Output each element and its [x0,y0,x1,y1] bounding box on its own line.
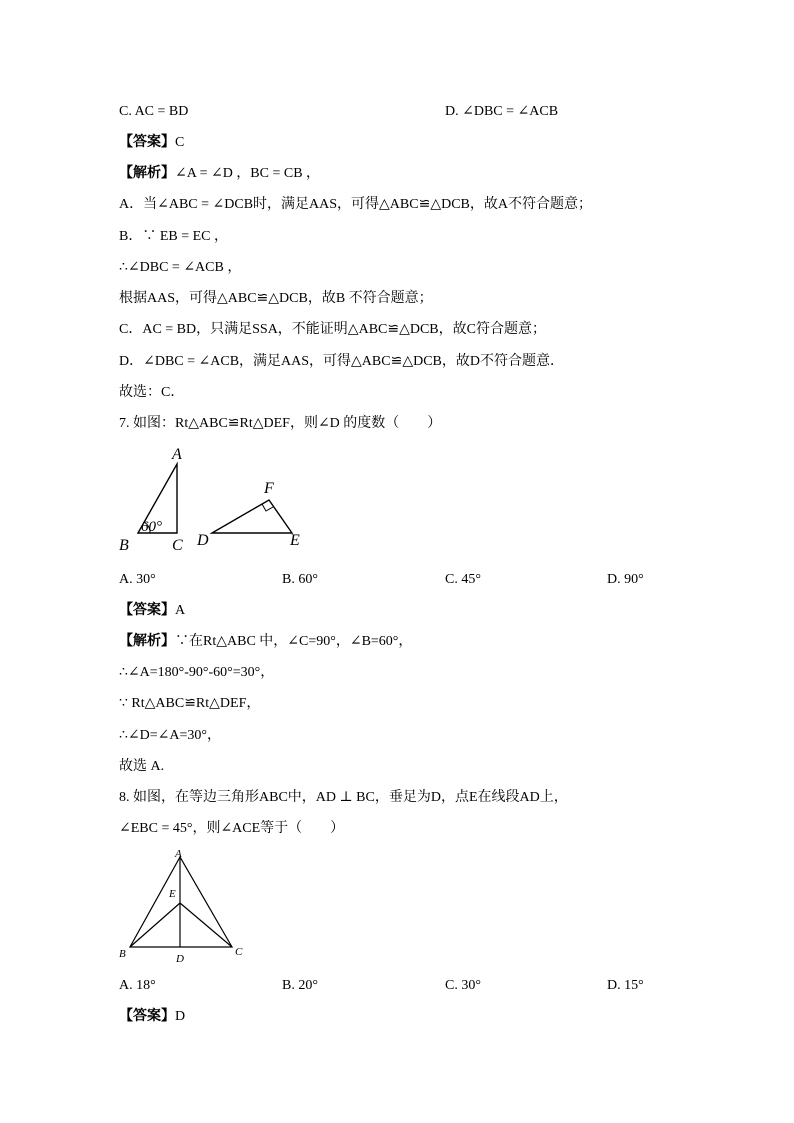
analysis-text: ∵在Rt△ABC 中，∠C=90°，∠B=60°， [175,634,413,649]
q6-analysis-line: A．当∠ABC = ∠DCB时，满足AAS，可得△ABC≌△DCB，故A不符合题意； [119,197,592,212]
q6-analysis-line: 根据AAS，可得△ABC≌△DCB，故B 不符合题意； [119,291,433,306]
q7-option-a: A. 30° [119,572,156,587]
q6-analysis-line: 故选：C． [119,385,185,400]
segment-be [130,903,180,947]
q8-answer [119,1007,185,1027]
q6-analysis-line: ∴∠DBC = ∠ACB ， [119,260,242,275]
label-c: C [172,537,183,554]
q7-stem: 7. 如图：Rt△ABC≌Rt△DEF，则∠D 的度数（ ） [119,416,442,431]
answer-tag: 【答案】 [119,1009,175,1024]
q7-analysis-line: ∵ Rt△ABC≌Rt△DEF， [119,696,261,711]
q7-analysis-line: 故选 A. [119,759,165,774]
answer-value: C [175,135,185,150]
q7-analysis-line [119,632,412,652]
q7-option-d: D. 90° [607,572,644,587]
label-a: A [172,446,182,463]
analysis-tag: 【解析】 [119,166,175,181]
q8-stem-line1: 8. 如图，在等边三角形ABC中，AD ⊥ BC，垂足为D，点E在线段AD上， [119,790,568,805]
label-d: D [197,532,209,549]
label-b: B [119,948,126,960]
option-d: D. ∠DBC = ∠ACB [445,104,559,119]
q7-option-c: C. 45° [445,572,481,587]
answer-tag: 【答案】 [119,135,175,150]
q7-analysis-line: ∴∠A=180°-90°-60°=30°， [119,665,275,680]
label-d: D [176,953,184,965]
answer-tag: 【答案】 [119,603,175,618]
label-e: E [169,888,176,900]
label-f: F [264,480,274,497]
answer-value: D [175,1009,186,1024]
analysis-text: ∠A = ∠D ，BC = CB ， [175,166,321,181]
q7-figure [110,445,330,560]
q8-option-a: A. 18° [119,978,156,993]
label-c: C [235,946,243,958]
q7-option-b: B. 60° [282,572,318,587]
right-angle-mark [262,504,273,511]
q6-analysis-line: D．∠DBC = ∠ACB，满足AAS，可得△ABC≌△DCB，故D不符合题意． [119,354,564,369]
q6-analysis-line: B．∵ EB = EC ， [119,229,229,244]
q6-analysis-line [119,164,320,184]
segment-ce [180,903,232,947]
q8-option-c: C. 30° [445,978,481,993]
q7-analysis-line: ∴∠D=∠A=30°， [119,728,221,743]
q6-answer [119,133,184,153]
analysis-tag: 【解析】 [119,634,175,649]
q7-answer [119,601,185,621]
angle-label-60: 60° [141,519,162,535]
q6-analysis-line: C．AC = BD，只满足SSA，不能证明△ABC≌△DCB，故C符合题意； [119,322,546,337]
option-c: C. AC = BD [119,104,189,119]
q8-stem-line2: ∠EBC = 45°，则∠ACE等于（ ） [119,821,345,836]
q8-option-b: B. 20° [282,978,318,993]
label-a: A [175,848,182,860]
label-e: E [290,532,300,549]
answer-value: A [175,603,186,618]
label-b: B [119,537,129,554]
q8-option-d: D. 15° [607,978,644,993]
q8-figure [110,845,260,970]
triangle-def [212,500,292,533]
